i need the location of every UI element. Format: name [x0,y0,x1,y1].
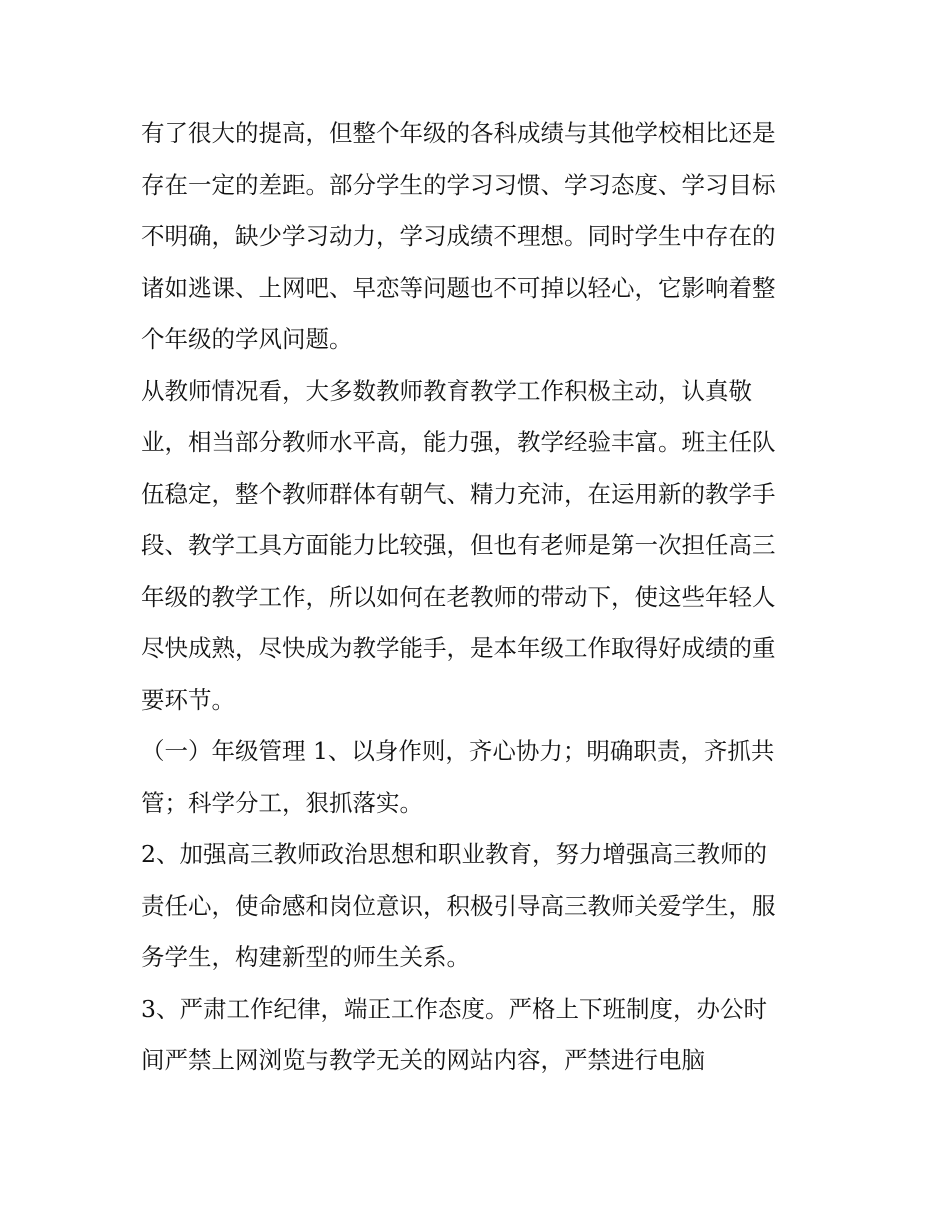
paragraph-3 [141,726,821,829]
text-line: 业，相当部分教师水平高，能力强，教学经验丰富。班主任队 [141,428,776,456]
text-line: 3、严肃工作纪律，端正工作态度。严格上下班制度，办公时 [141,994,767,1023]
text-line: 年级的教学工作，所以如何在老教师的带动下，使这些年轻人 [141,582,776,611]
text-line: 务学生，构建新型的师生关系。 [141,943,470,971]
paragraph-2 [141,366,821,727]
text-line: 不明确，缺少学习动力，学习成绩不理想。同时学生中存在的 [141,222,776,250]
text-line: 存在一定的差距。部分学生的学习习惯、学习态度、学习目标 [141,170,776,199]
text-line: 个年级的学风问题。 [141,325,353,353]
paragraph-5 [141,984,821,1087]
text-line: 有了很大的提高，但整个年级的各科成绩与其他学校相比还是 [141,119,776,147]
text-line: 管；科学分工，狠抓落实。 [141,788,423,817]
text-line: 诸如逃课、上网吧、早恋等问题也不可掉以轻心，它影响着整 [141,273,776,302]
text-line: 伍稳定，整个教师群体有朝气、精力充沛，在运用新的教学手 [141,479,776,508]
text-line: 责任心，使命感和岗位意识，积极引导高三教师关爱学生，服 [141,891,776,920]
text-line: 2、加强高三教师政治思想和职业教育，努力增强高三教师的 [141,840,767,868]
text-line: 要环节。 [141,685,235,714]
text-line: 间严禁上网浏览与教学无关的网站内容，严禁进行电脑 [141,1046,705,1074]
text-line: （一）年级管理 1、以身作则，齐心协力；明确职责，齐抓共 [141,737,775,765]
paragraph-1 [141,108,821,366]
text-line: 段、教学工具方面能力比较强，但也有老师是第一次担任高三 [141,531,776,559]
text-line: 尽快成熟，尽快成为教学能手，是本年级工作取得好成绩的重 [141,634,776,662]
document-body [141,108,821,1087]
paragraph-4 [141,829,821,984]
text-line: 从教师情况看，大多数教师教育教学工作积极主动，认真敬 [141,376,752,405]
